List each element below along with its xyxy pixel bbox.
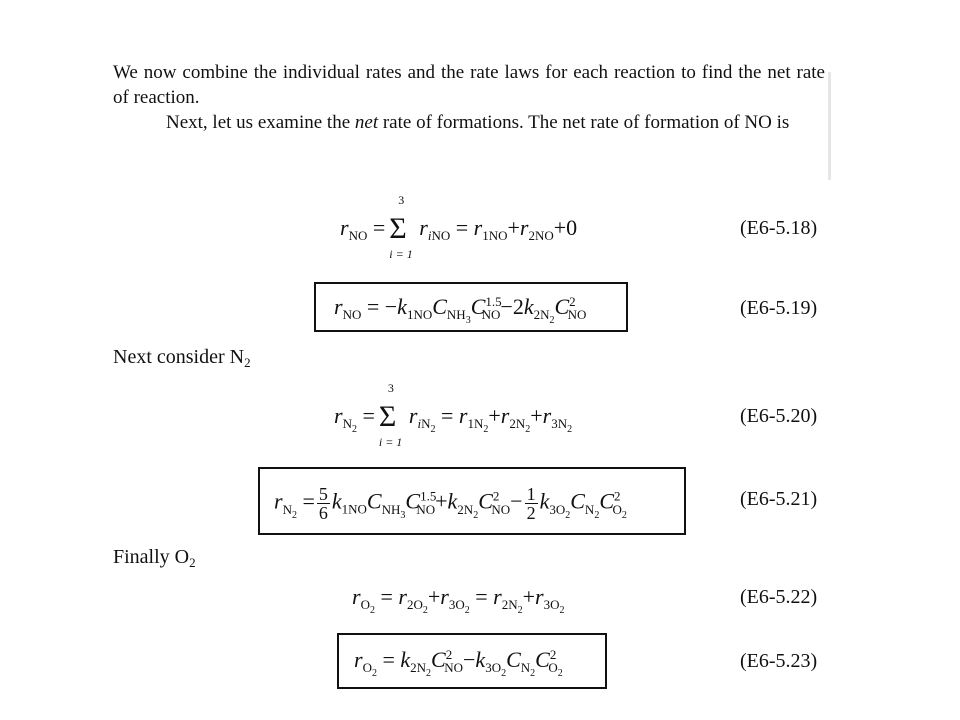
equation-number-e6-5-19: (E6-5.19) bbox=[740, 297, 818, 319]
page-edge-shadow bbox=[828, 72, 831, 180]
label-finally-o2: Finally $O_2$ bbox=[113, 546, 196, 570]
paragraph-net-rate-after: rate of formations. The net rate of formation of NO is bbox=[378, 112, 790, 133]
equation-number-e6-5-22: (E6-5.22) bbox=[740, 586, 818, 608]
label-next-consider-n2: Next consider $N_2$ bbox=[113, 346, 251, 370]
equation-number-e6-5-23: (E6-5.23) bbox=[740, 650, 818, 672]
equation-e6-5-22: $r_{O_2} = r_{2O_2}+r_{3O_2} = r_{2N_2}+r_{3O_2}$ bbox=[352, 584, 565, 616]
paragraph-intro: We now combine the individual rates and the rate laws for each reaction to find the net rate of reaction. bbox=[113, 62, 825, 108]
equation-e6-5-18: $r_{NO}$ = 3 Σ i = 1 $r_{iNO} = r_{1NO}+r_{2NO}+0$ bbox=[340, 193, 578, 261]
paragraph-net-rate bbox=[113, 110, 825, 135]
summation-symbol: 3 Σ i = 1 bbox=[389, 193, 413, 261]
equation-e6-5-21: $r_{N_2}$ = $\frac{5}{6}$ $k_{1NO}C_{NH_3}C^{1.5}_{NO}+k_{2N_2}C^2_{NO}-$ $\frac{1}{2}$ $k_{3O_2}C_{N_2}C^2_{O_2}$ bbox=[274, 484, 627, 523]
equation-e6-5-19: $r_{NO} = -k_{1NO}C_{NH_3}C^{1.5}_{NO}-2k_{2N_2}C^2_{NO}$ bbox=[334, 294, 587, 326]
equation-number-e6-5-21: (E6-5.21) bbox=[740, 488, 818, 510]
fraction-one-half: $\frac{1}{2}$ bbox=[526, 484, 536, 523]
equation-e6-5-20: $r_{N_2}$ = 3 Σ i = 1 $r_{iN_2} = r_{1N_2}+r_{2N_2}+r_{3N_2}$ bbox=[334, 381, 573, 449]
paragraph-net-rate-before: Next, let us examine the bbox=[166, 112, 355, 133]
fraction-five-sixths: $\frac{5}{6}$ bbox=[318, 484, 328, 523]
equation-e6-5-23: $r_{O_2} = k_{2N_2}C^2_{NO}-k_{3O_2}C_{N_2}C^2_{O_2}$ bbox=[354, 647, 563, 679]
paragraph-net-rate-emph: net bbox=[354, 112, 379, 133]
equation-number-e6-5-20: (E6-5.20) bbox=[740, 405, 818, 427]
summation-symbol: 3 Σ i = 1 bbox=[378, 381, 403, 449]
equation-number-e6-5-18: (E6-5.18) bbox=[740, 217, 818, 239]
